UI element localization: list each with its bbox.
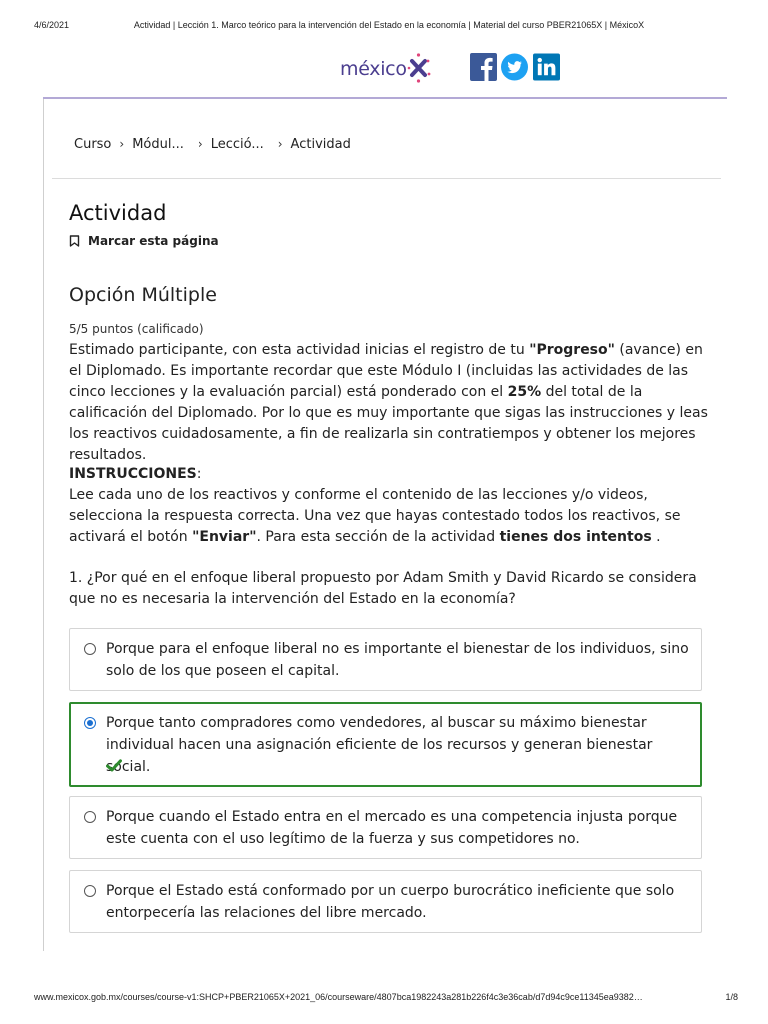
mexicox-logo[interactable]: méxico [340, 58, 407, 80]
answer-option-label: Porque el Estado está conformado por un cuerpo burocrático ineficiente que solo entorpecería las relaciones del libre mercado. [106, 883, 675, 921]
print-title: Actividad | Lección 1. Marco teórico para la intervención del Estado en la economía | Material del curso PBER21065X | MéxicoX [133, 20, 645, 30]
breadcrumb-course[interactable]: Curso [74, 136, 112, 152]
breadcrumb-activity: Actividad [290, 136, 351, 152]
answer-option[interactable] [69, 870, 702, 933]
instructions-heading: INSTRUCCIONES: [69, 466, 202, 482]
page-title: Actividad [69, 201, 167, 225]
linkedin-icon[interactable] [533, 53, 560, 81]
answer-option[interactable] [69, 628, 702, 691]
question-text: 1. ¿Por qué en el enfoque liberal propuesto por Adam Smith y David Ricardo se considera que no es necesaria la intervención del Estado en la economía? [69, 570, 697, 607]
radio-button-selected[interactable] [84, 717, 96, 729]
mexicox-logo-mark-icon [406, 52, 432, 86]
twitter-icon[interactable] [501, 53, 528, 81]
problem-points: 5/5 puntos (calificado) [69, 322, 204, 336]
problem-heading: Opción Múltiple [69, 284, 217, 306]
answer-option[interactable] [69, 796, 702, 859]
answer-option-label: Porque tanto compradores como vendedores, al buscar su máximo bienestar individual hacen una asignación eficiente de los recursos y generan bienestar social. [106, 715, 653, 775]
answer-option-label: Porque para el enfoque liberal no es importante el bienestar de los individuos, sino solo de los que poseen el capital. [106, 641, 689, 679]
bookmark-button[interactable] [69, 234, 219, 248]
print-header [0, 20, 768, 34]
print-date: 4/6/2021 [34, 20, 70, 30]
radio-button[interactable] [84, 885, 96, 897]
bookmark-label: Marcar esta página [88, 234, 219, 248]
facebook-icon[interactable] [470, 53, 497, 81]
print-url: www.mexicox.gob.mx/courses/course-v1:SHCP+PBER21065X+2021_06/courseware/4807bca1982243a281b226f4c3e36cab/d7d94c9ce11345ea9382… [34, 992, 643, 1002]
instructions-paragraph: Lee cada uno de los reactivos y conforme el contenido de las lecciones y/o videos, selecciona la respuesta correcta. Una vez que hayas contestado todos los reactivos, se activará el botón "Enviar". Para esta sección de la actividad tienes dos intentos . [69, 487, 681, 545]
chevron-right-icon: › [119, 137, 125, 151]
chevron-right-icon: › [197, 137, 203, 151]
breadcrumb-divider [52, 178, 721, 179]
breadcrumb-module[interactable]: Módul... [132, 136, 184, 152]
intro-paragraph: Estimado participante, con esta actividad inicias el registro de tu "Progreso" (avance) en el Diplomado. Es importante recordar que este Módulo I (incluidas las actividades de las cinco lecciones y la evaluación parcial) está ponderado con el 25% del total de la calificación del Diplomado. Por lo que es muy importante que sigas las instrucciones y leas los reactivos cuidadosamente, a fin de realizarla sin contratiempos y obtener los mejores resultados. [69, 342, 708, 463]
chevron-right-icon: › [277, 137, 283, 151]
brand-bar [0, 52, 768, 88]
print-page-number: 1/8 [725, 992, 738, 1002]
breadcrumb-lesson[interactable]: Lecció... [210, 136, 264, 152]
answer-option-selected-correct[interactable] [69, 702, 702, 787]
breadcrumb [74, 135, 351, 153]
page-divider [43, 97, 727, 99]
radio-button[interactable] [84, 811, 96, 823]
bookmark-icon [69, 235, 80, 247]
print-footer [0, 992, 768, 1006]
answer-option-label: Porque cuando el Estado entra en el mercado es una competencia injusta porque este cuenta con el uso legítimo de la fuerza y sus competidores no. [106, 809, 678, 847]
content-left-border [43, 99, 44, 951]
radio-button[interactable] [84, 643, 96, 655]
checkmark-icon [106, 759, 122, 772]
